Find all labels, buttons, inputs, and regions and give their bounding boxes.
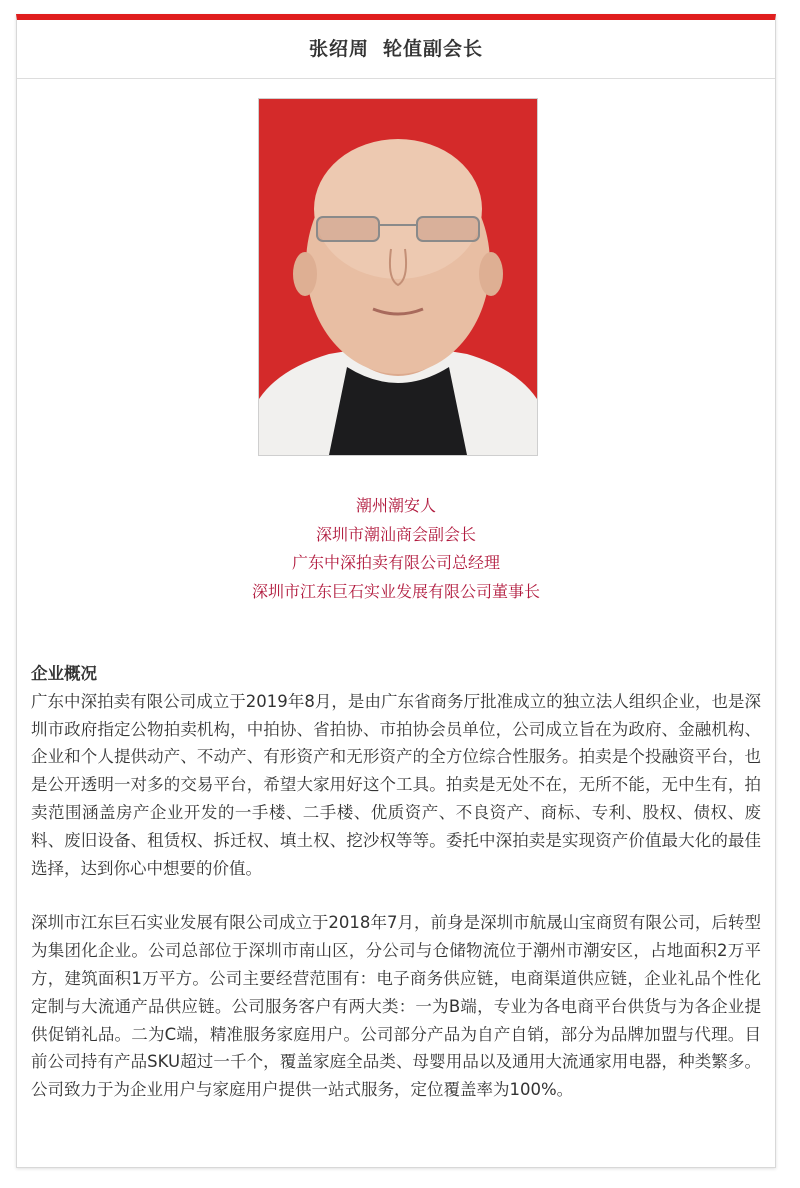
profile-card — [16, 14, 776, 1168]
title-line: 深圳市江东巨石实业发展有限公司董事长 — [251, 581, 540, 601]
member-name: 张绍周 — [308, 38, 369, 60]
profile-paragraph: 广东中深拍卖有限公司成立于2019年8月，是由广东省商务厅批准成立的独立法人组织企业，也是深圳市政府指定公物拍卖机构，中拍协、省拍协、市拍协会员单位，公司成立旨在为政府、金融机构、企业和个人提供动产、不动产、有形资产和无形资产的全方位综合性服务。拍卖是个投融资平台，也是公开透明一对多的交易平台，希望大家用好这个工具。拍卖是无处不在，无所不能，无中生有，拍卖范围涵盖房产企业开发的一手楼、二手楼、优质资产、不良资产、商标、专利、股权、债权、废料、废旧设备、租赁权、拆迁权、填土权、挖沙权等等。委托中深拍卖是实现资产价值最大化的最佳选择，达到你心中想要的价值。 — [31, 691, 761, 878]
page-title — [17, 20, 775, 79]
member-position: 轮值副会长 — [383, 38, 484, 60]
title-line: 潮州潮安人 — [355, 496, 436, 515]
title-line: 广东中深拍卖有限公司总经理 — [291, 553, 500, 572]
honorific-titles — [17, 492, 775, 606]
portrait-photo — [258, 98, 538, 456]
company-profile — [31, 660, 761, 1104]
title-line: 深圳市潮汕商会副会长 — [315, 524, 476, 544]
section-heading: 企业概况 — [31, 664, 97, 683]
profile-paragraph: 深圳市江东巨石实业发展有限公司成立于2018年7月，前身是深圳市航晟山宝商贸有限公司，后转型为集团化企业。公司总部位于深圳市南山区，分公司与仓储物流位于潮州市潮安区，占地面积2万平方，建筑面积1万平方。公司主要经营范围有：电子商务供应链，电商渠道供应链，企业礼品个性化定制与大流通产品供应链。公司服务客户有两大类：一为B端，专业为各电商平台供货与为各企业提供促销礼品。二为C端，精准服务家庭用户。公司部分产品为自产自销，部分为品牌加盟与代理。目前公司持有产品SKU超过一千个，覆盖家庭全品类、母婴用品以及通用大流通家用电器，种类繁多。公司致力于为企业用户与家庭用户提供一站式服务，定位覆盖率为100%。 — [31, 913, 761, 1100]
